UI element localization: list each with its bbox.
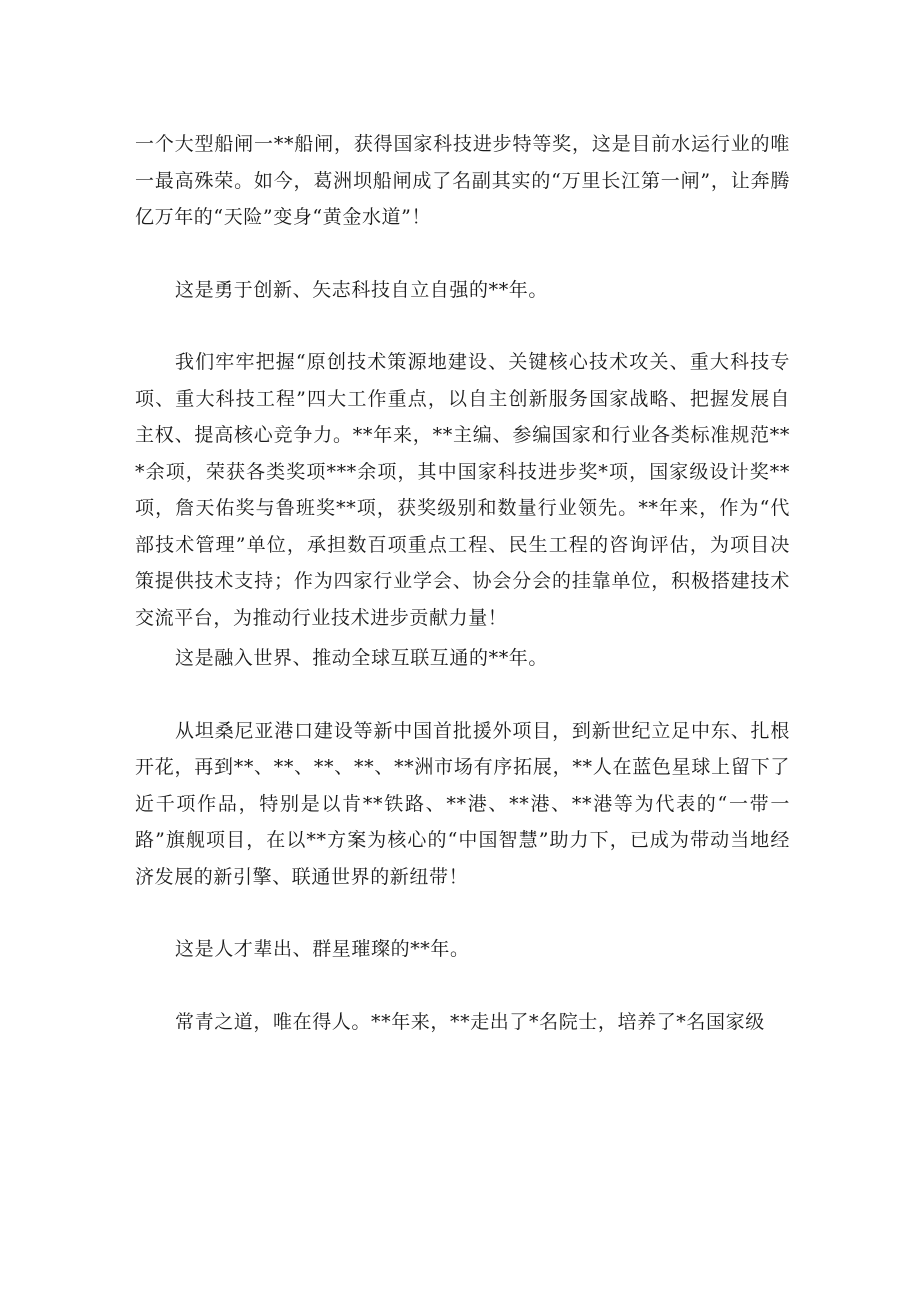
paragraph-talent-cultivation: 常青之道，唯在得人。**年来，**走出了*名院士，培养了*名国家级 <box>175 1010 765 1033</box>
paragraph-overseas-projects: 从坦桑尼亚港口建设等新中国首批援外项目，到新世纪立足中东、扎根开花，再到**、**、**、**、**洲市场有序拓展，**人在蓝色星球上留下了近千项作品，特别是以肯**铁路、**港、**港、**港等为代表的“一带一路”旗舰项目，在以**方案为核心的“中国智慧”助力下，已成为带动当地经济发展的新引擎、联通世界的新纽带！ <box>135 719 790 888</box>
paragraph-heading-global: 这是融入世界、推动全球互联互通的**年。 <box>175 647 549 669</box>
document-body <box>135 126 790 1040</box>
paragraph-heading-talent: 这是人才辈出、群星璀璨的**年。 <box>175 938 470 960</box>
paragraph-heading-innovation: 这是勇于创新、矢志科技自立自强的**年。 <box>175 278 549 301</box>
paragraph-ship-lock-award: 一个大型船闸一**船闸，获得国家科技进步特等奖，这是目前水运行业的唯一最高殊荣。如今，葛洲坝船闸成了名副其实的“万里长江第一闸”，让奔腾亿万年的“天险”变身“黄金水道”！ <box>135 133 790 228</box>
paragraph-technology-achievements: 我们牢牢把握“原创技术策源地建设、关键核心技术攻关、重大科技专项、重大科技工程”四大工作重点，以自主创新服务国家战略、把握发展自主权、提高核心竞争力。**年来，**主编、参编国家和行业各类标准规范***余项，荣获各类奖项***余项，其中国家科技进步奖*项，国家级设计奖**项，詹天佑奖与鲁班奖**项，获奖级别和数量行业领先。**年来，作为“代部技术管理”单位，承担数百项重点工程、民生工程的咨询评估，为项目决策提供技术支持；作为四家行业学会、协会分会的挂靠单位，积极搭建技术交流平台，为推动行业技术进步贡献力量！ <box>135 351 790 629</box>
